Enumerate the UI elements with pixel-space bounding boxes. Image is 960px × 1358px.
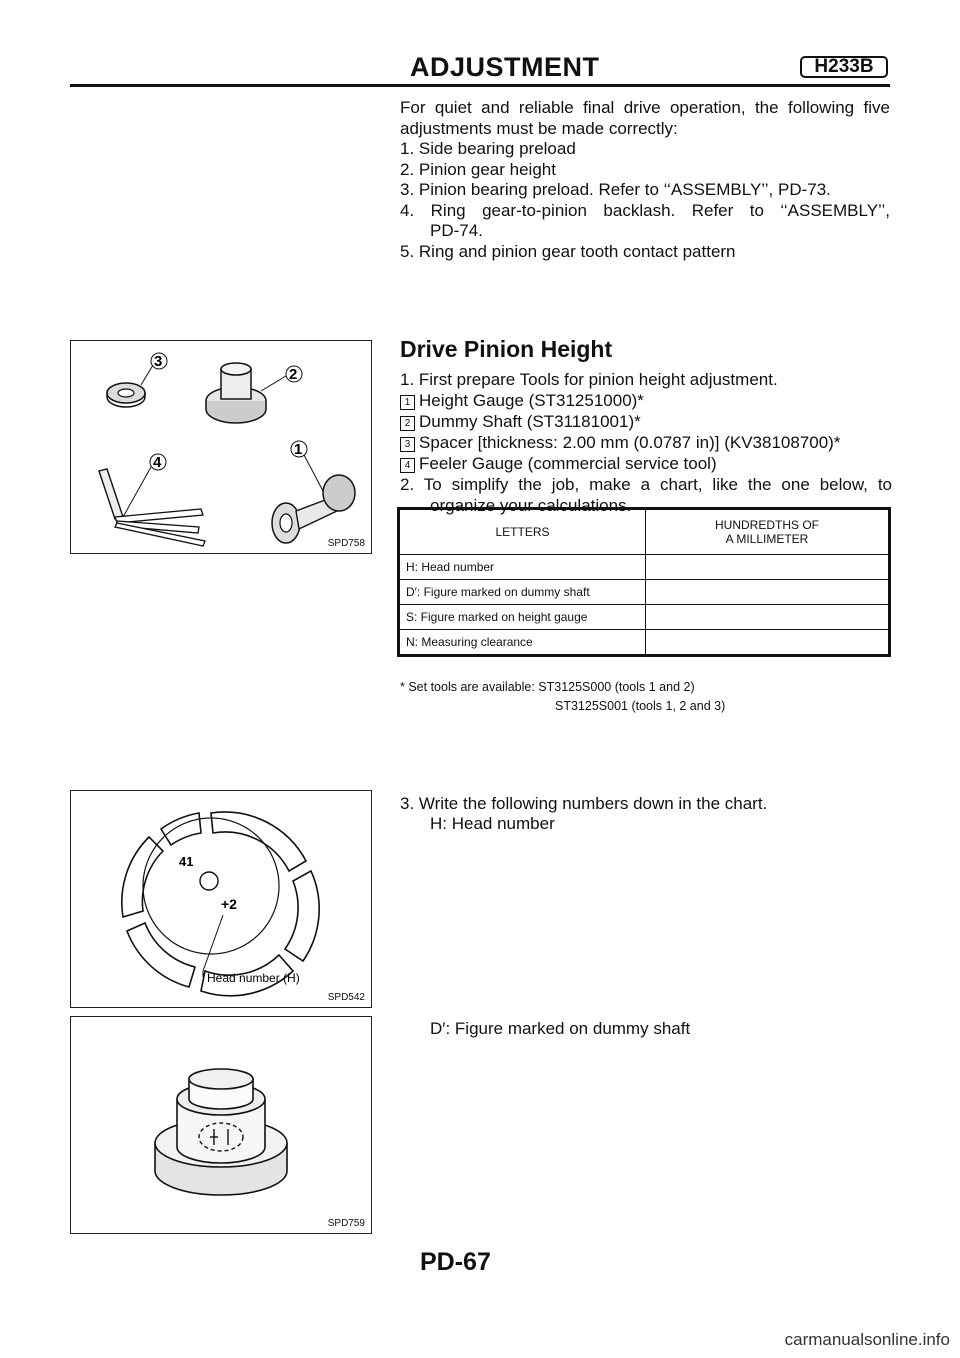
head-number-caption: Head number (H) [207, 971, 300, 985]
step-1: 1. First prepare Tools for pinion height adjustment. [400, 370, 778, 389]
step-2-continued: organize your calculations. [430, 496, 632, 515]
table-row: D′: Figure marked on dummy shaft [399, 580, 890, 605]
table-row: N: Measuring clearance [399, 630, 890, 656]
section-heading: Drive Pinion Height [400, 336, 613, 362]
empty-cell [646, 580, 890, 605]
chart-header-letters: LETTERS [399, 509, 646, 555]
table-row: S: Figure marked on height gauge [399, 605, 890, 630]
step-3: 3. Write the following numbers down in the chart. [400, 794, 768, 813]
table-row: H: Head number [399, 555, 890, 580]
footnote-line-1: * Set tools are available: ST3125S000 (tools 1 and 2) [400, 680, 695, 694]
steps-block [400, 369, 892, 516]
page-number: PD-67 [420, 1248, 491, 1276]
callout-1: 1 [294, 441, 303, 458]
watermark: carmanualsonline.info [784, 1330, 950, 1349]
intro-line-1: For quiet and reliable final drive operation, the following five [400, 98, 890, 117]
number-badge: 2 [400, 416, 415, 431]
tool-item: 4 Feeler Gauge (commercial service tool) [400, 453, 892, 474]
figure-head-number [70, 790, 372, 1008]
page-title: ADJUSTMENT [410, 52, 600, 82]
figure-label: SPD542 [327, 992, 365, 1003]
empty-cell [646, 630, 890, 656]
intro-item: 3. Pinion bearing preload. Refer to ‘‘ASSEMBLY’’, PD-73. [400, 180, 831, 199]
chart-header-hundredths: HUNDREDTHS OF A MILLIMETER [646, 509, 890, 555]
tool-item: 2 Dummy Shaft (ST31181001)* [400, 411, 892, 432]
number-badge: 4 [400, 458, 415, 473]
dummy-shaft-illustration [71, 1017, 371, 1233]
callout-4: 4 [153, 454, 162, 471]
figure-label: SPD759 [327, 1218, 365, 1229]
figure-label: SPD758 [327, 538, 365, 549]
tool-item: 3 Spacer [thickness: 2.00 mm (0.0787 in)] (KV38108700)* [400, 432, 892, 453]
callout-2: 2 [289, 366, 298, 383]
calculation-chart [397, 507, 891, 657]
number-badge: 3 [400, 437, 415, 452]
step-3-head-number: H: Head number [430, 814, 555, 833]
intro-paragraph [400, 98, 890, 262]
intro-item: 4. Ring gear-to-pinion backlash. Refer to ‘‘ASSEMBLY’’, [400, 200, 890, 220]
step-3-dummy-shaft: D′: Figure marked on dummy shaft [430, 1019, 691, 1038]
number-badge: 1 [400, 395, 415, 410]
figure-tools [70, 340, 372, 554]
section-code-badge: H233B [800, 56, 888, 78]
header-rule [70, 84, 890, 87]
gear-mark-41: 41 [179, 854, 194, 869]
empty-cell [646, 555, 890, 580]
tools-illustration [71, 341, 371, 553]
tool-item: 1 Height Gauge (ST31251000)* [400, 390, 892, 411]
chart-header-row [399, 509, 890, 555]
figure-dummy-shaft [70, 1016, 372, 1234]
intro-item-continued: PD-74. [430, 221, 483, 240]
empty-cell [646, 605, 890, 630]
ring-gear-illustration [71, 791, 371, 1007]
intro-item: 2. Pinion gear height [400, 159, 556, 179]
gear-mark-plus-2: +2 [221, 896, 237, 912]
intro-item: 5. Ring and pinion gear tooth contact pattern [400, 241, 736, 261]
intro-item: 1. Side bearing preload [400, 139, 576, 158]
footnote-line-2: ST3125S001 (tools 1, 2 and 3) [555, 699, 726, 713]
intro-line-2: adjustments must be made correctly: [400, 118, 678, 138]
step-2: 2. To simplify the job, make a chart, like the one below, to [400, 475, 892, 494]
callout-3: 3 [154, 353, 163, 370]
